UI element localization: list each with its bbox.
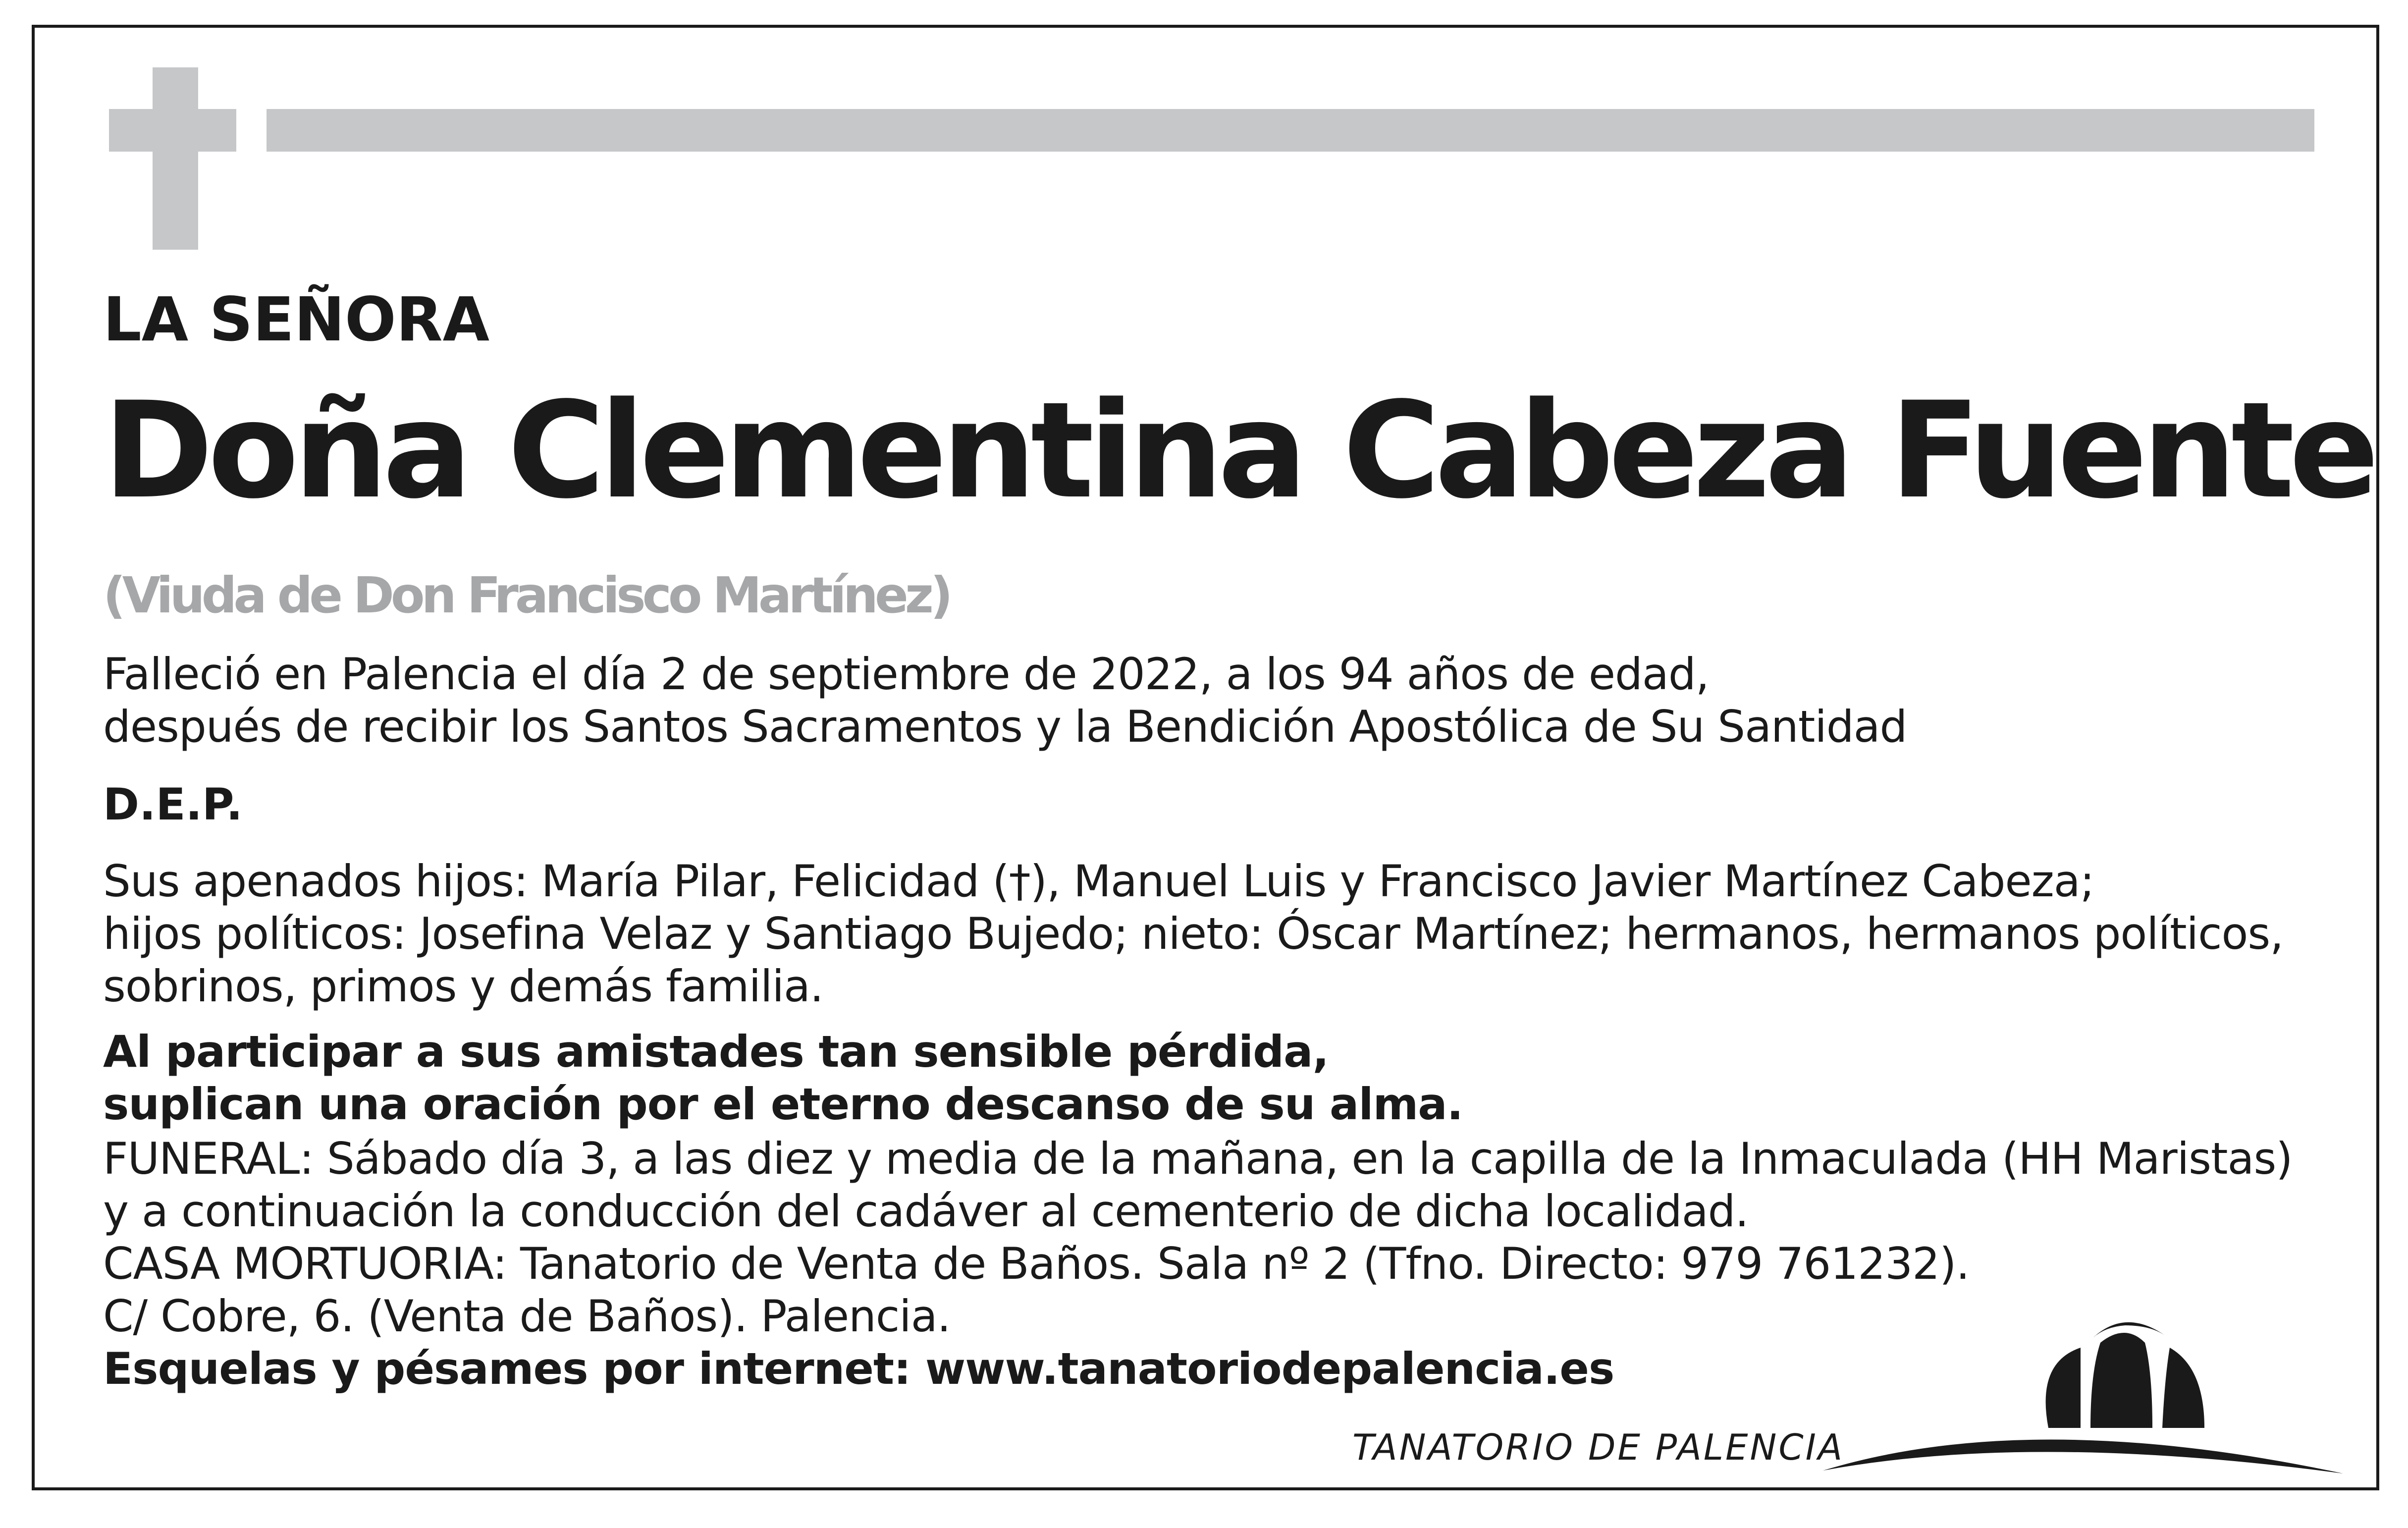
header-bar (267, 109, 2314, 152)
funeral-line: C/ Cobre, 6. (Venta de Baños). Palencia. (103, 1291, 951, 1342)
brand-name: TANATORIO DE PALENCIA (1352, 1426, 1845, 1468)
cross-icon-vertical (153, 67, 198, 250)
family-line: hijos políticos: Josefina Velaz y Santiago Bujedo; nieto: Óscar Martínez; hermanos, hermanos políticos, (103, 908, 2284, 959)
family-list (103, 855, 2283, 1013)
title-prefix: LA SEÑORA (103, 284, 490, 355)
cross-icon-horizontal (109, 109, 236, 152)
family-line: Sus apenados hijos: María Pilar, Felicidad (†), Manuel Luis y Francisco Javier Martínez Cabeza; (103, 856, 2094, 907)
internet-link-text: Esquelas y pésames por internet: www.tanatoriodepalencia.es (103, 1343, 1614, 1394)
prayer-line: suplican una oración por el eterno descanso de su alma. (103, 1079, 1463, 1130)
funeral-line: FUNERAL: Sábado día 3, a las diez y media de la mañana, en la capilla de la Inmaculada (HH Maristas) (103, 1133, 2293, 1184)
dep-label: D.E.P. (103, 779, 243, 830)
family-line: sobrinos, primos y demás familia. (103, 961, 823, 1012)
deceased-name: Doña Clementina Cabeza Fuente (103, 374, 2374, 528)
funeral-line: CASA MORTUORIA: Tanatorio de Venta de Baños. Sala nº 2 (Tfno. Directo: 979 761232). (103, 1238, 1970, 1289)
funeral-details (103, 1133, 2293, 1343)
tanatorio-logo-icon (1823, 1313, 2348, 1481)
death-notice-line: después de recibir los Santos Sacramentos y la Bendición Apostólica de Su Santidad (103, 701, 1907, 752)
death-notice (103, 648, 1907, 753)
funeral-line: y a continuación la conducción del cadáver al cementerio de dicha localidad. (103, 1186, 1749, 1237)
widow-note: (Viuda de Don Francisco Martínez) (103, 566, 950, 624)
prayer-line: Al participar a sus amistades tan sensible pérdida, (103, 1026, 1329, 1077)
prayer-request (103, 1026, 1463, 1131)
death-notice-line: Falleció en Palencia el día 2 de septiembre de 2022, a los 94 años de edad, (103, 649, 1709, 700)
